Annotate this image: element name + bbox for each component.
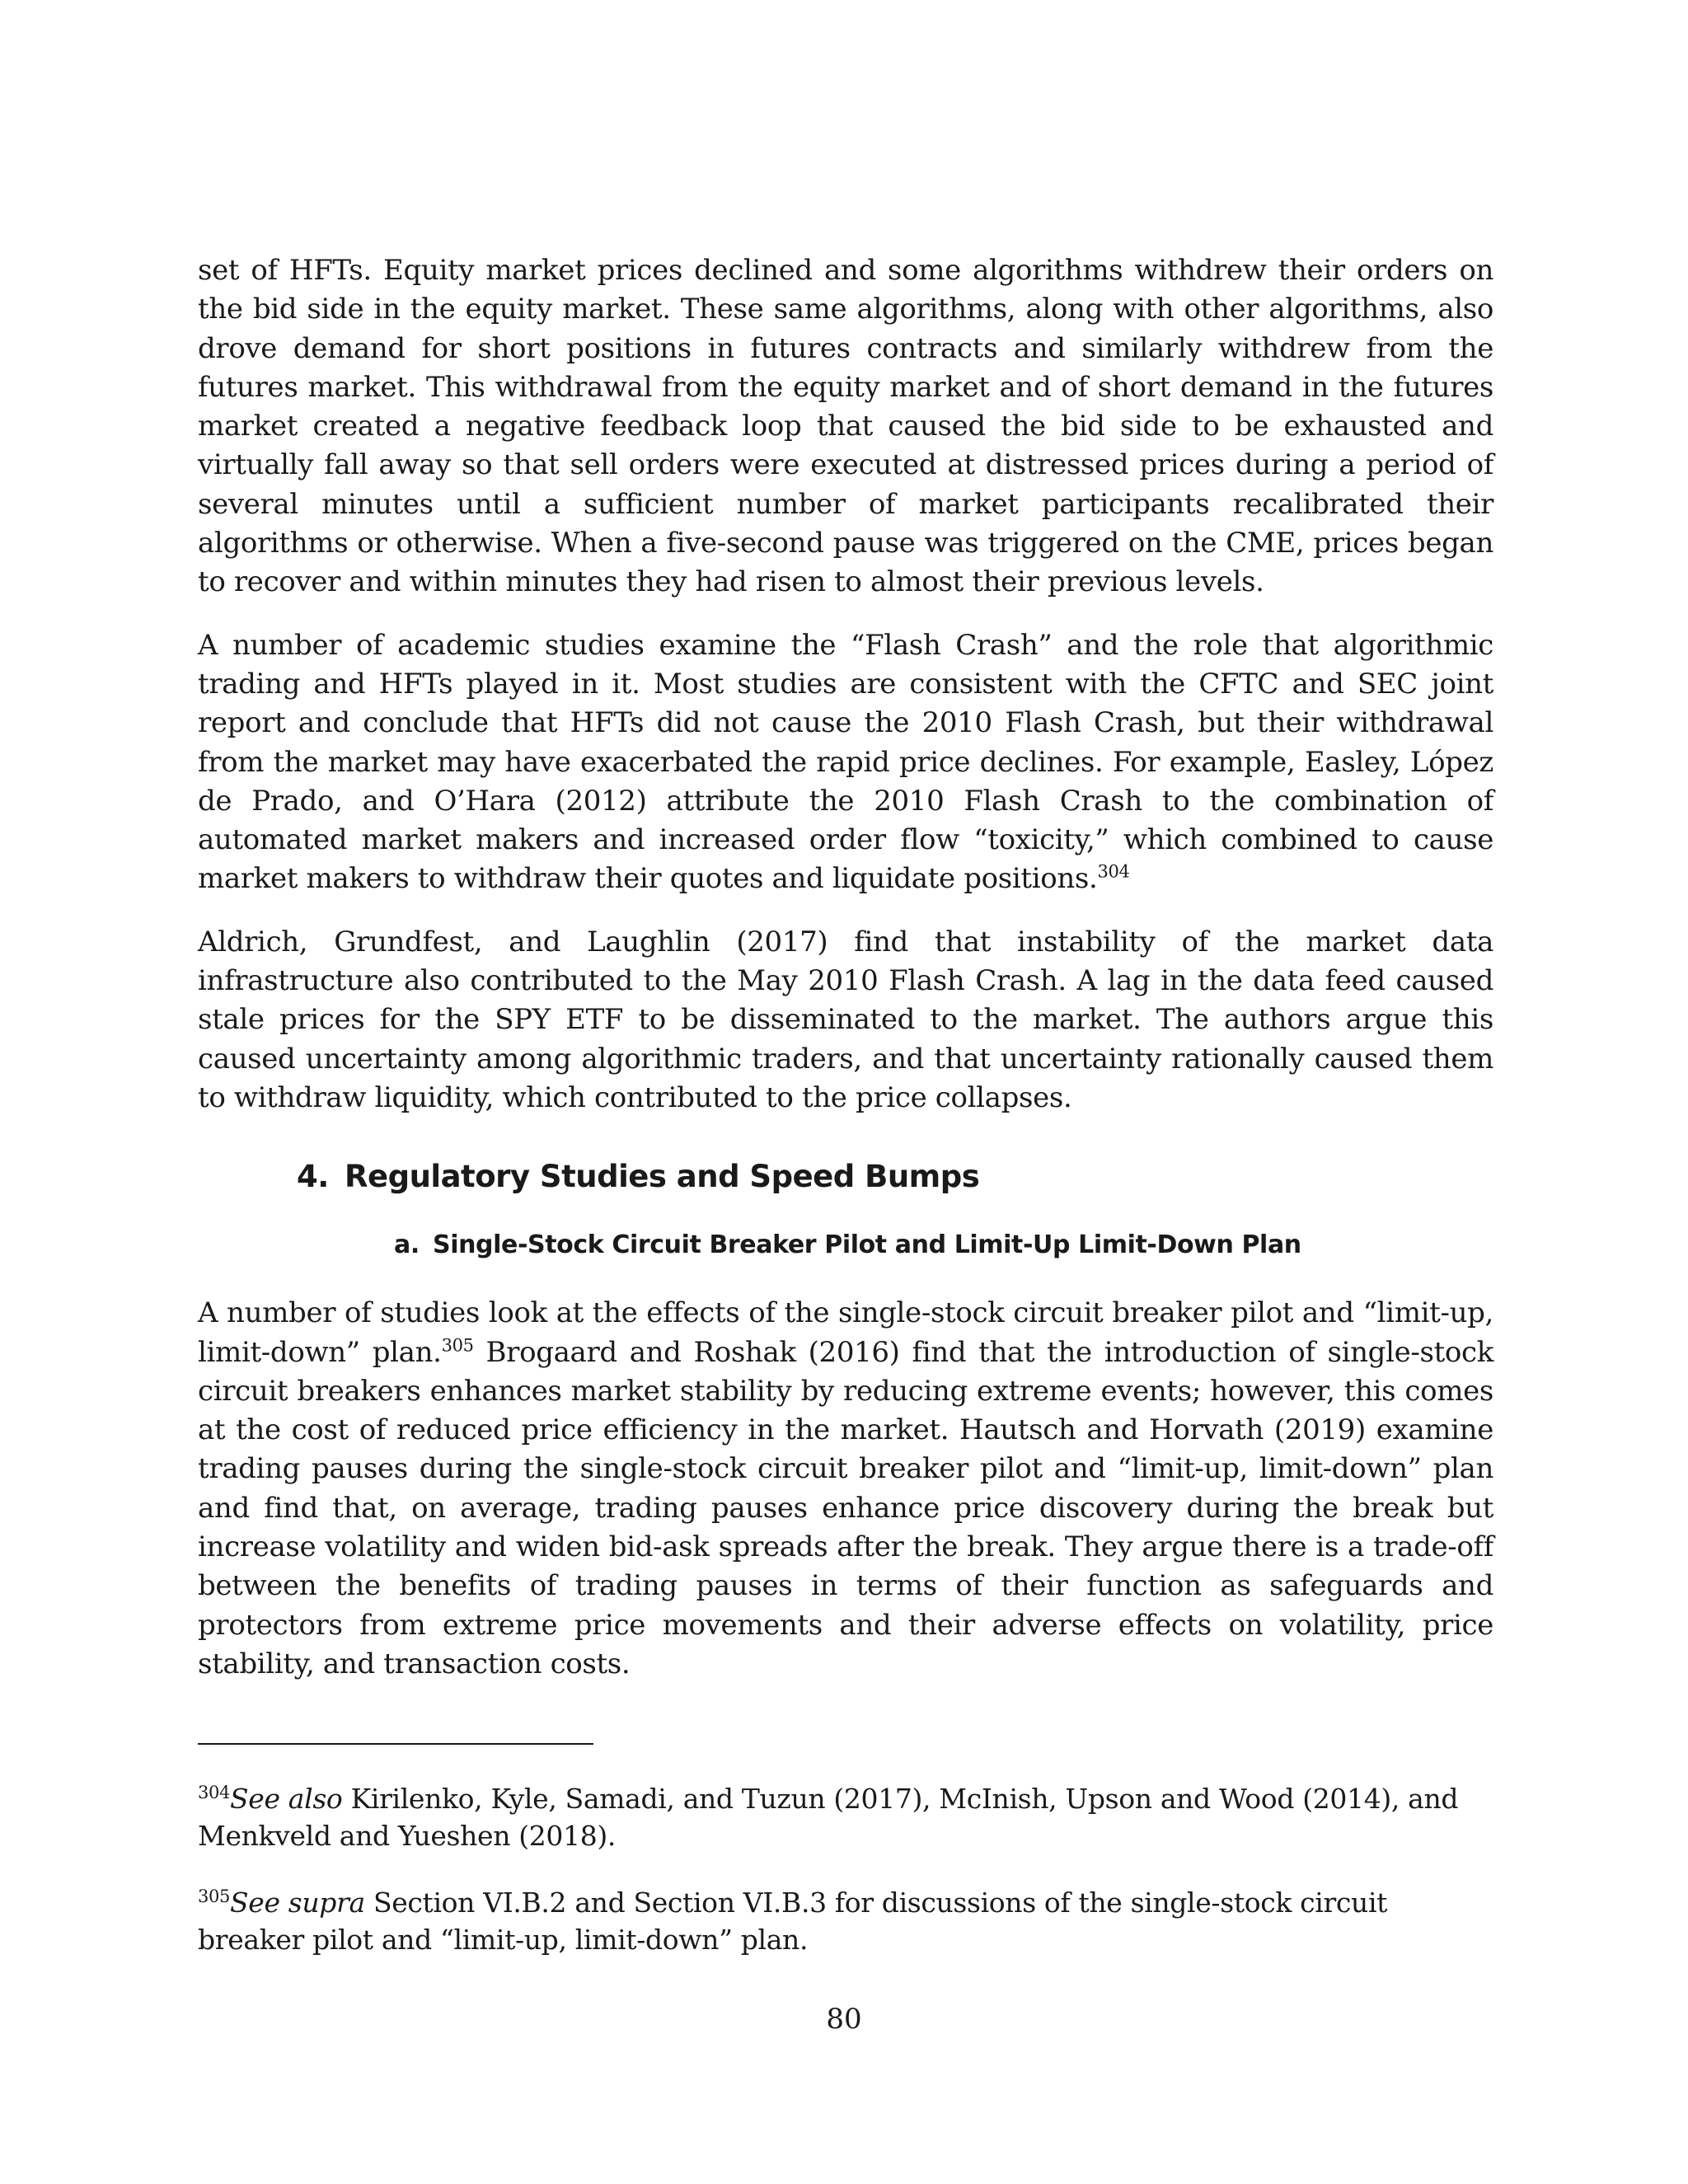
footnote-signal: See supra <box>230 1886 365 1919</box>
subsection-heading <box>394 1228 1493 1263</box>
footnote-305 <box>198 1884 1493 1958</box>
footnote-number: 305 <box>198 1886 231 1907</box>
section-title: Regulatory Studies and Speed Bumps <box>345 1159 980 1195</box>
paragraph-text: Aldrich, Grundfest, and Laughlin (2017) find that instability of the market data infrastructure also contributed to the May 2010 Flash Crash. A lag in the data feed caused stale prices for the SPY ETF to be disseminated to the market. The authors argue this caused uncertainty among algorithmic traders, and that uncertainty rationally caused them to withdraw liquidity, which contributed to the price collapses. <box>198 925 1493 1114</box>
paragraph-text: set of HFTs. Equity market prices declined and some algorithms withdrew their orders on the bid side in the equity market. These same algorithms, along with other algorithms, also drove demand for short positions in futures contracts and similarly withdrew from the futures market. This withdrawal from the equity market and of short demand in the futures market created a negative feedback loop that caused the bid side to be exhausted and virtually fall away so that sell orders were executed at distressed prices during a period of several minutes until a sufficient number of market participants recalibrated their algorithms or otherwise. When a five-second pause was triggered on the CME, prices began to recover and within minutes they had risen to almost their previous levels. <box>198 254 1493 599</box>
footnote-reference-304[interactable]: 304 <box>1097 862 1130 883</box>
body-paragraph <box>198 626 1493 899</box>
subsection-title: Single-Stock Circuit Breaker Pilot and Limit-Up Limit-Down Plan <box>433 1230 1301 1260</box>
section-heading <box>297 1155 1493 1198</box>
footnote-separator <box>198 1743 593 1745</box>
subsection-letter: a. <box>394 1230 420 1260</box>
paragraph-text: A number of studies look at the effects of the single-stock circuit breaker pilot and “limit-up, limit-down” plan. <box>198 1296 1493 1369</box>
body-paragraph <box>198 251 1493 602</box>
footnote-304 <box>198 1780 1493 1854</box>
footnote-text: Section VI.B.2 and Section VI.B.3 for discussions of the single-stock circuit breaker pilot and “limit-up, limit-down” plan. <box>198 1886 1388 1957</box>
section-number: 4. <box>297 1159 329 1195</box>
footnote-number: 304 <box>198 1783 231 1803</box>
page-number: 80 <box>826 2003 862 2036</box>
body-paragraph <box>198 923 1493 1118</box>
footnote-reference-305[interactable]: 305 <box>441 1335 474 1356</box>
body-paragraph <box>198 1294 1493 1684</box>
paragraph-text: Brogaard and Roshak (2016) find that the introduction of single-stock circuit breakers enhances market stability by reducing extreme events; however, this comes at the cost of reduced price efficiency in the market. Hautsch and Horvath (2019) examine trading pauses during the single-stock circuit breaker pilot and “limit-up, limit-down” plan and find that, on average, trading pauses enhance price discovery during the break but increase volatility and widen bid-ask spreads after the break. They argue there is a trade-off between the benefits of trading pauses in terms of their function as safeguards and protectors from extreme price movements and their adverse effects on volatility, price stability, and transaction costs. <box>198 1335 1493 1680</box>
footnote-text: Kirilenko, Kyle, Samadi, and Tuzun (2017), McInish, Upson and Wood (2014), and Menkveld and Yueshen (2018). <box>198 1783 1459 1853</box>
document-page <box>198 251 1493 1958</box>
paragraph-text: A number of academic studies examine the “Flash Crash” and the role that algorithmic trading and HFTs played in it. Most studies are consistent with the CFTC and SEC joint report and conclude that HFTs did not cause the 2010 Flash Crash, but their withdrawal from the market may have exacerbated the rapid price declines. For example, Easley, López de Prado, and O’Hara (2012) attribute the 2010 Flash Crash to the combination of automated market makers and increased order flow “toxicity,” which combined to cause market makers to withdraw their quotes and liquidate positions. <box>198 628 1493 896</box>
footnote-signal: See also <box>230 1783 343 1816</box>
